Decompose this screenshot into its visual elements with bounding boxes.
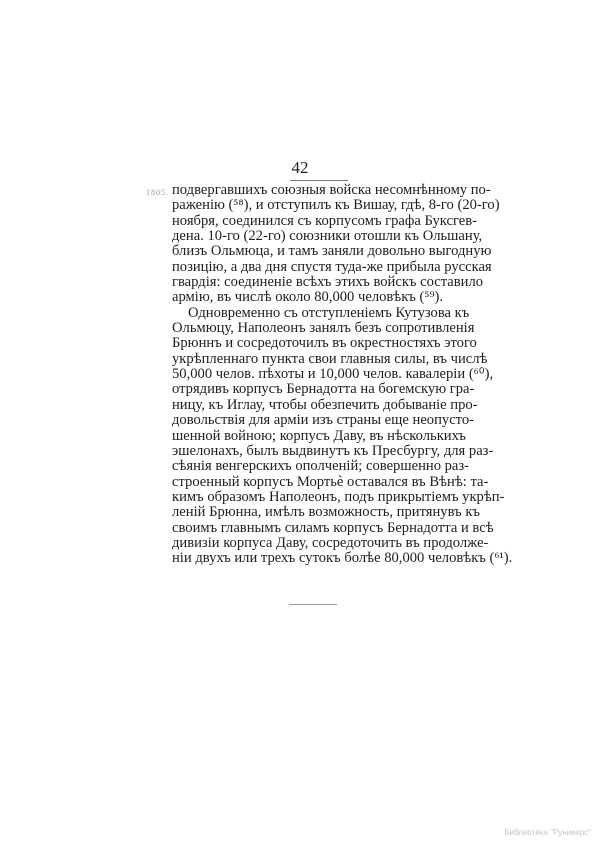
text-line: отрядивъ корпусъ Бернадотта на богемскую гра-: [172, 381, 475, 398]
margin-note-year: 1805.: [146, 188, 169, 197]
end-divider: [289, 604, 337, 605]
text-line: леній Брюнна, имѣлъ возможность, притянувъ къ: [172, 504, 480, 521]
text-line: 50,000 челов. пѣхоты и 10,000 челов. кавалеріи (⁶⁰),: [172, 366, 494, 383]
text-line: своимъ главнымъ силамъ корпусъ Бернадотта и всѣ: [172, 519, 494, 536]
text-line: эшелонахъ, былъ выдвинутъ къ Пресбургу, для раз-: [172, 442, 494, 459]
text-line: ноября, соединился съ корпусомъ графа Буксгев-: [172, 212, 478, 229]
text-line: армію, въ числѣ около 80,000 человѣкъ (⁵⁹).: [172, 289, 444, 306]
text-line: ніи двухъ или трехъ сутокъ болѣе 80,000 человѣкъ (⁶¹).: [172, 550, 513, 567]
text-line: шенной войною; корпусъ Даву, въ нѣсколькихъ: [172, 427, 466, 444]
text-line: сѣянія венгерскихъ ополченій; совершенно раз-: [172, 458, 470, 475]
text-line: близъ Ольмюца, и тамъ заняли довольно выгодную: [172, 243, 492, 260]
text-line: раженію (⁵⁸), и отступилъ къ Вишау, гдѣ, 8-го (20-го): [172, 197, 500, 214]
text-line: дивизіи корпуса Даву, сосредоточить въ продолже-: [172, 534, 489, 551]
text-line: кимъ образомъ Наполеонъ, подъ прикрытіемъ укрѣп-: [172, 488, 505, 505]
text-line: подвергавшихъ союзныя войска несомнѣнному по-: [172, 182, 491, 198]
text-line: строенный корпусъ Мортьѐ оставался въ Вѣнѣ: та-: [172, 473, 489, 490]
text-line: Ольмюцу, Наполеонъ занялъ безъ сопротивленія: [172, 320, 475, 337]
body-text: [172, 182, 513, 567]
header-divider: [290, 180, 348, 181]
text-line: довольствія для арміи изъ страны еще неопусто-: [172, 412, 475, 429]
text-line: позицію, а два дня спустя туда-же прибыла русская: [172, 258, 492, 275]
text-line: дена. 10-го (22-го) союзники отошли къ Ольшану,: [172, 228, 483, 245]
library-watermark: Библиотека "Руниверс": [504, 828, 591, 837]
text-line: гвардія: соединеніе всѣхъ этихъ войскъ составило: [172, 274, 484, 291]
text-line: укрѣпленнаго пункта свои главныя силы, въ числѣ: [172, 350, 488, 367]
page-number: 42: [291, 158, 309, 177]
text-line: Одновременно съ отступленіемъ Кутузова къ: [188, 304, 470, 321]
text-line: ницу, къ Иглау, чтобы обезпечить добываніе про-: [172, 396, 478, 413]
text-line: Брюннъ и сосредоточилъ въ окрестностяхъ этого: [172, 335, 477, 352]
